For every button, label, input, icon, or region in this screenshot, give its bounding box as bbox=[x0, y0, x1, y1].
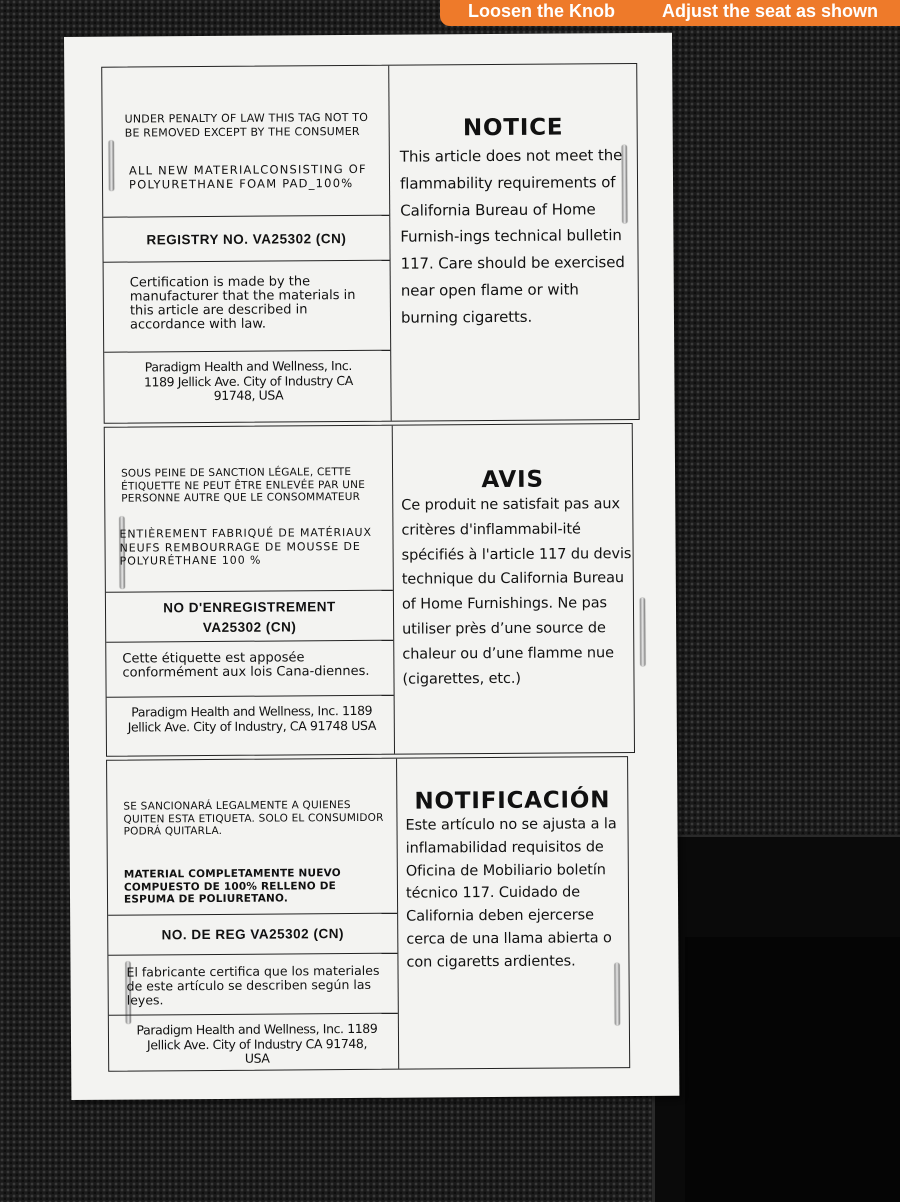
spanish-left-column bbox=[107, 759, 399, 1071]
french-certification-cell bbox=[106, 641, 393, 698]
spanish-warning-text: SE SANCIONARÁ LEGALMENTE A QUIENES QUITEN ESTA ETIQUETA. SOLO EL CONSUMIDOR PODRÁ QUITARLA. bbox=[123, 799, 384, 838]
banner-left-text: Loosen the Knob bbox=[468, 1, 615, 21]
spanish-right-column bbox=[397, 757, 629, 1069]
english-certification-cell bbox=[104, 261, 391, 353]
spanish-registry-cell bbox=[108, 914, 397, 956]
english-address-text: Paradigm Health and Wellness, Inc. 1189 Jellick Ave. City of Industry CA 91748, USA bbox=[143, 357, 353, 403]
spanish-material-text: MATERIAL COMPLETAMENTE NUEVO COMPUESTO DE 100% RELLENO DE ESPUMA DE POLIURETANO. bbox=[123, 867, 341, 906]
spanish-warning-cell bbox=[107, 759, 397, 916]
english-notice-text: This article does not meet the flammability requirements of California Bureau of Home Furnish-ings technical bulletin 117. Care should be exercised near open flame or with burning cigaretts. bbox=[399, 146, 625, 327]
spanish-certification-text: El fabricante certifica que los materiales de este artículo se describen según las leyes. bbox=[126, 962, 380, 1008]
french-left-column bbox=[105, 426, 395, 756]
french-material-text: ENTIÈREMENT FABRIQUÉ DE MATÉRIAUX NEUFS REMBOURRAGE DE MOUSSE DE POLYURÉTHANE 100 % bbox=[119, 525, 372, 568]
french-registry-line2: VA25302 (CN) bbox=[202, 619, 297, 636]
english-registry-cell bbox=[103, 216, 389, 263]
english-heading: NOTICE bbox=[462, 114, 564, 142]
english-right-column bbox=[389, 64, 638, 421]
spanish-notice-text: Este artículo no se ajusta a la inflamabilidad requisitos de Oficina de Mobiliario boletín técnico 117. Cuidado de California deben ejercerse cerca de una llama abierta o con cigaretts ardientes. bbox=[405, 816, 617, 971]
banner-right-text: Adjust the seat as shown bbox=[662, 1, 879, 21]
black-box-object bbox=[652, 835, 900, 1202]
spanish-registry-text: NO. DE REG VA25302 (CN) bbox=[161, 926, 344, 943]
french-warning-text: SOUS PEINE DE SANCTION LÉGALE, CETTE ÉTIQUETTE NE PEUT ÊTRE ENLEVÉE PAR UNE PERSONNE AUTRE QUE LE CONSOMMATEUR bbox=[121, 466, 366, 505]
french-registry-line1: NO D'ENREGISTREMENT bbox=[163, 599, 336, 616]
instruction-banner bbox=[440, 0, 900, 26]
french-address-cell bbox=[107, 696, 394, 758]
french-heading: AVIS bbox=[481, 466, 544, 494]
english-warning-text: UNDER PENALTY OF LAW THIS TAG NOT TO BE REMOVED EXCEPT BY THE CONSUMER bbox=[124, 110, 369, 140]
english-address-cell bbox=[104, 351, 390, 425]
french-registry-cell bbox=[106, 591, 393, 643]
staple-icon bbox=[640, 598, 645, 666]
english-left-column bbox=[102, 66, 391, 423]
english-material-text: ALL NEW MATERIALCONSISTING OF POLYURETHANE FOAM PAD_100% bbox=[128, 161, 367, 192]
french-panel bbox=[104, 423, 635, 757]
french-warning-cell bbox=[105, 426, 393, 593]
french-address-text: Paradigm Health and Wellness, Inc. 1189 Jellick Ave. City of Industry, CA 91748 USA bbox=[127, 702, 376, 735]
spanish-certification-cell bbox=[108, 954, 397, 1016]
english-registry-text: REGISTRY NO. VA25302 (CN) bbox=[146, 231, 347, 248]
french-right-column bbox=[393, 424, 634, 754]
french-notice-text: Ce produit ne satisfait pas aux critères d'inflammabil-ité spécifiés à l'article 117 du devis technique du California Bureau of Home Furnishings. Ne pas utiliser près d’une source de chaleur ou d’une flamme nue (cigarettes, etc.) bbox=[401, 496, 632, 688]
spanish-panel bbox=[106, 756, 630, 1072]
english-panel bbox=[101, 63, 639, 424]
spanish-address-cell bbox=[109, 1014, 398, 1073]
english-certification-text: Certification is made by the manufacturer that the materials in this article are described in accordance with law. bbox=[129, 274, 356, 333]
spanish-heading: NOTIFICACIÓN bbox=[414, 787, 611, 815]
english-warning-cell bbox=[102, 66, 389, 218]
spanish-address-text: Paradigm Health and Wellness, Inc. 1189 Jellick Ave. City of Industry CA 91748, USA bbox=[136, 1020, 378, 1066]
french-certification-text: Cette étiquette est apposée conformément aux lois Cana-diennes. bbox=[122, 650, 370, 681]
law-tag bbox=[64, 33, 679, 1100]
